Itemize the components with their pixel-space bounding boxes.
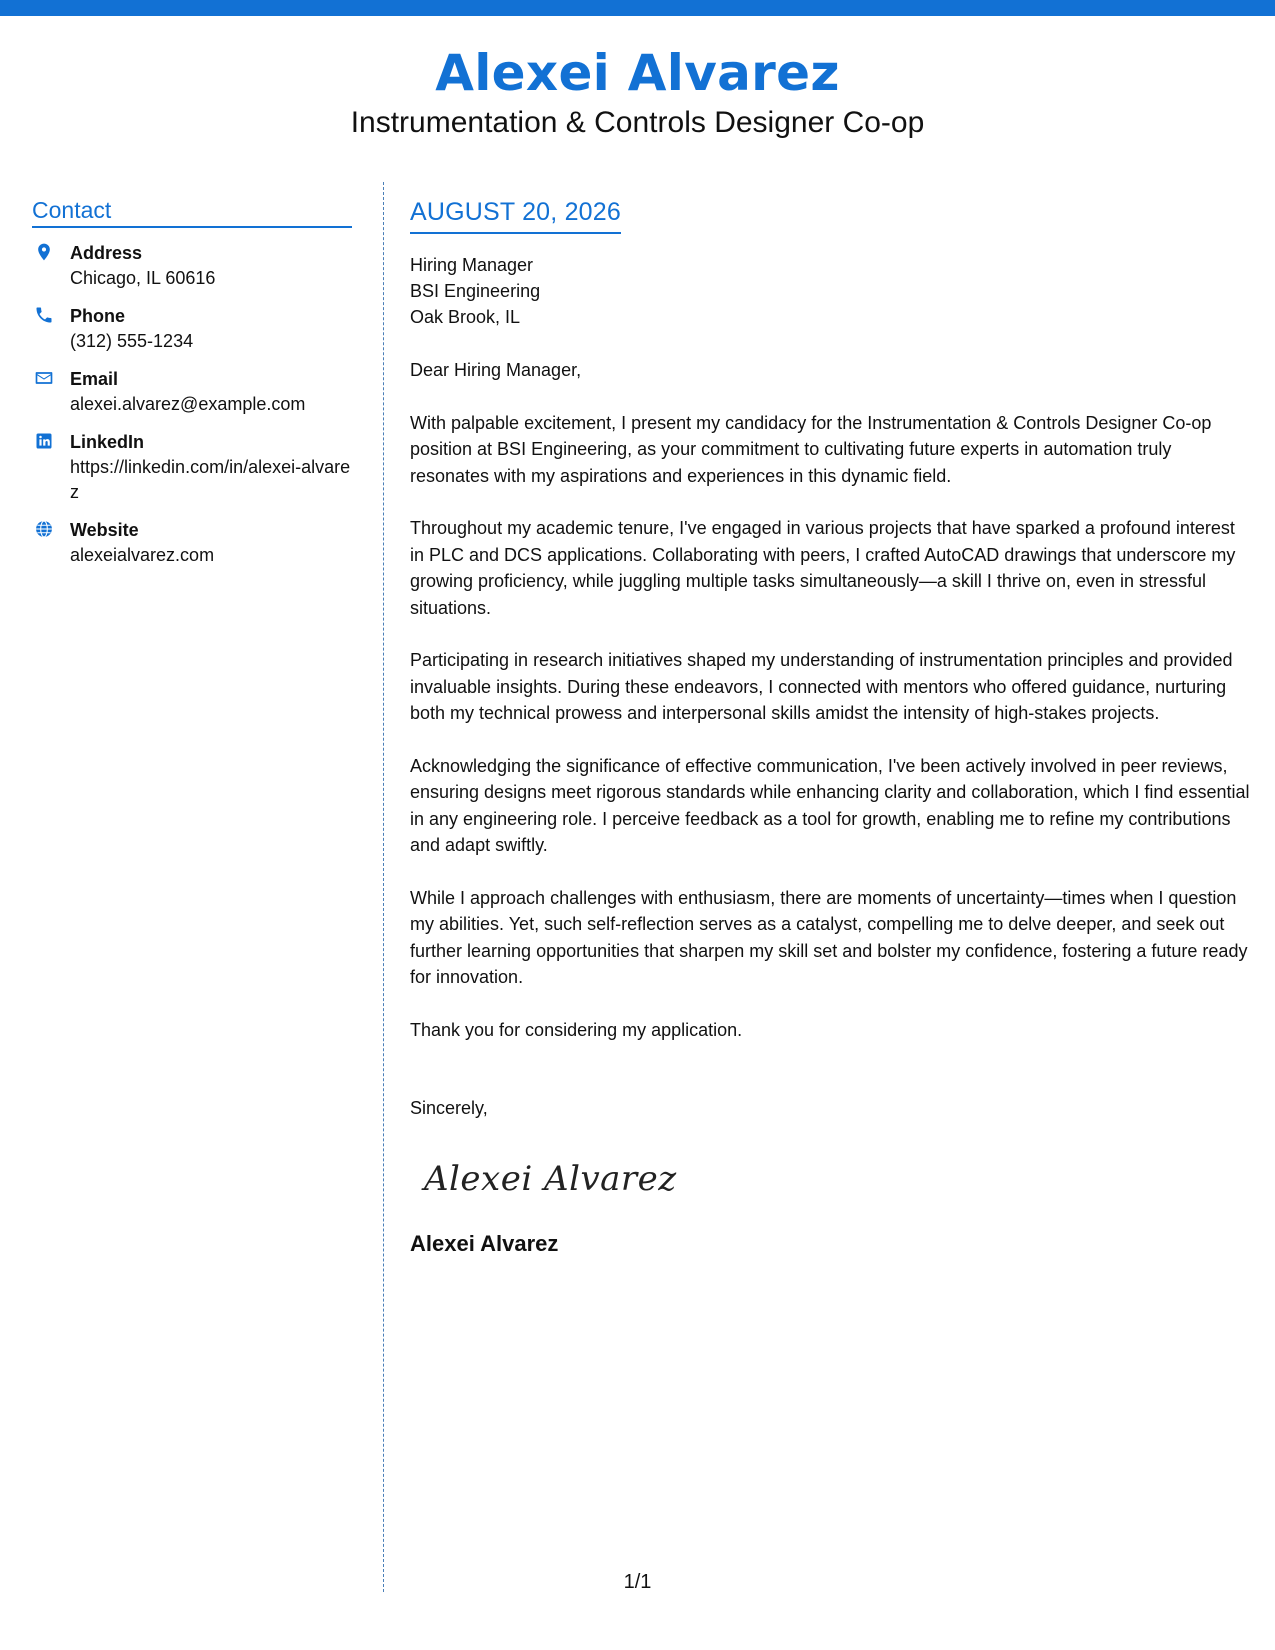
svg-text:Alexei Alvarez: Alexei Alvarez — [424, 1158, 677, 1199]
contact-sidebar — [32, 196, 352, 580]
letter-body — [410, 196, 1250, 1259]
applicant-name: Alexei Alvarez — [435, 44, 840, 102]
contact-item-address — [32, 240, 352, 291]
contact-list — [32, 240, 352, 568]
handwritten-signature — [420, 1148, 720, 1208]
recipient-line: BSI Engineering — [410, 281, 541, 301]
contact-heading: Contact — [32, 196, 352, 228]
phone-value: (312) 555-1234 — [70, 331, 194, 351]
recipient-block — [410, 252, 1250, 330]
contact-item-phone — [32, 303, 352, 354]
website-label: Website — [70, 520, 139, 540]
email-value[interactable]: alexei.alvarez@example.com — [70, 394, 306, 414]
thank-you-line: Thank you for considering my application. — [410, 1019, 743, 1040]
signed-name: Alexei Alvarez — [410, 1231, 559, 1256]
body-paragraph: Acknowledging the significance of effective communication, I've been actively involved in peer reviews, ensuring designs meet rigorous standards while enhancing clarity and collaboration, which I find essential in any engineering role. I perceive feedback as a tool for growth, enabling me to refine my contributions and adapt swiftly. — [410, 755, 1250, 855]
linkedin-icon — [34, 431, 54, 451]
body-paragraph: Throughout my academic tenure, I've engaged in various projects that have sparked a profound interest in PLC and DCS applications. Collaborating with peers, I crafted AutoCAD drawings that underscore my growing proficiency, while juggling multiple tasks simultaneously—a skill I thrive on, even in stressful situations. — [410, 518, 1236, 618]
address-value: Chicago, IL 60616 — [70, 268, 216, 288]
job-title: Instrumentation & Controls Designer Co-op — [350, 106, 925, 139]
linkedin-label: LinkedIn — [70, 432, 145, 452]
globe-icon — [34, 519, 54, 539]
top-accent-bar — [0, 0, 1275, 16]
phone-icon — [34, 305, 54, 325]
address-label: Address — [70, 243, 143, 263]
contact-item-email — [32, 366, 352, 417]
body-paragraph: With palpable excitement, I present my candidacy for the Instrumentation & Controls Designer Co-op position at BSI Engineering, as your commitment to cultivating future experts in automation truly resonates with my aspirations and experiences in this dynamic field. — [410, 412, 1212, 486]
page-number: 1/1 — [623, 1571, 652, 1593]
map-pin-icon — [34, 242, 54, 262]
column-divider — [383, 182, 384, 1592]
letter-date: AUGUST 20, 2026 — [410, 196, 621, 234]
linkedin-value[interactable]: https://linkedin.com/in/alexei-alvarez — [70, 457, 351, 502]
contact-item-linkedin — [32, 429, 352, 505]
body-paragraph: Participating in research initiatives shaped my understanding of instrumentation principles and provided invaluable insights. During these endeavors, I connected with mentors who offered guidance, nurturing both my technical prowess and interpersonal skills amidst the intensity of high-stakes projects. — [410, 650, 1233, 723]
recipient-line: Oak Brook, IL — [410, 307, 521, 327]
contact-item-website — [32, 517, 352, 568]
body-paragraph: While I approach challenges with enthusiasm, there are moments of uncertainty—times when I question my abilities. Yet, such self-reflection serves as a catalyst, compelling me to delve deeper, and seek out further learning opportunities that sharpen my skill set and bolster my confidence, fostering a future ready for innovation. — [410, 887, 1248, 987]
phone-label: Phone — [70, 306, 126, 326]
closing: Sincerely, — [410, 1098, 488, 1118]
recipient-line: Hiring Manager — [410, 255, 534, 275]
email-label: Email — [70, 369, 119, 389]
salutation: Dear Hiring Manager, — [410, 360, 582, 380]
website-value[interactable]: alexeialvarez.com — [70, 545, 215, 565]
envelope-icon — [34, 368, 54, 388]
page-header — [0, 40, 1275, 142]
